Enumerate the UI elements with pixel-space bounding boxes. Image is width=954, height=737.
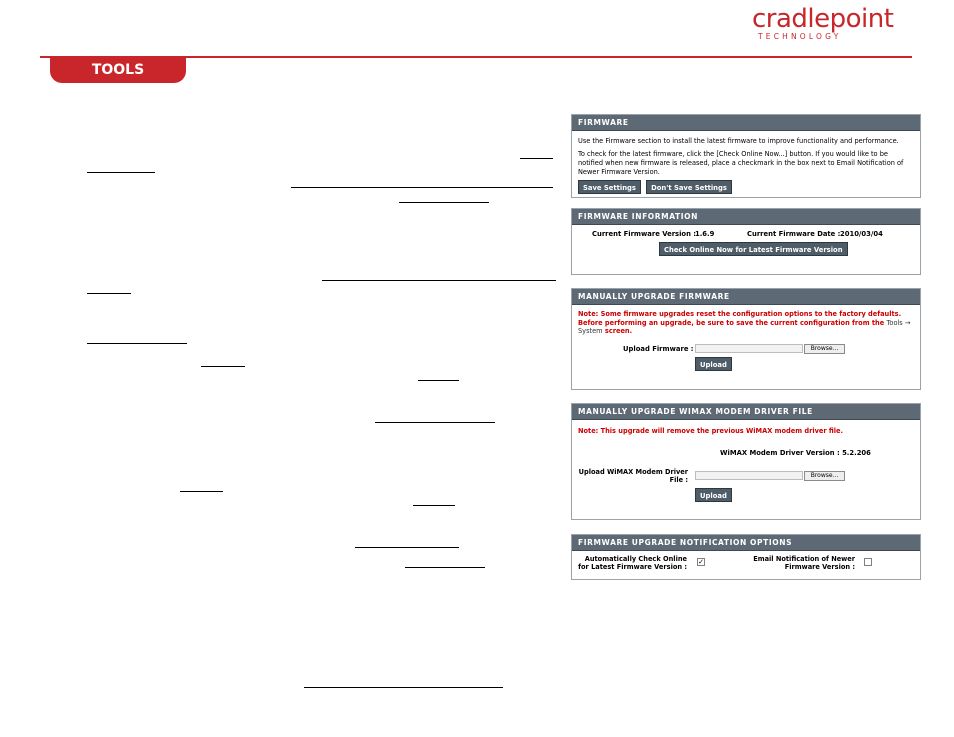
- link-underline: [87, 172, 155, 173]
- link-underline: [399, 202, 489, 203]
- wimax-upgrade-panel: [571, 403, 921, 520]
- wimax-file-input[interactable]: [695, 471, 803, 480]
- link-underline: [405, 567, 485, 568]
- current-version-value: 1.6.9: [695, 230, 715, 238]
- manual-upgrade-note: Note: Some firmware upgrades reset the configuration options to the factory defaults. Before performing an upgrade, be sure to save the current configuration from the Tools → System screen.: [578, 310, 911, 335]
- wimax-upgrade-note: Note: This upgrade will remove the previous WiMAX modem driver file.: [578, 427, 844, 435]
- tools-system-link[interactable]: Tools → System: [578, 318, 911, 335]
- current-date-label: Current Firmware Date :: [747, 230, 841, 238]
- link-underline: [180, 491, 223, 492]
- firmware-check-instructions: To check for the latest firmware, click the [Check Online Now...] button. If you would like to be notified when new firmware is released, place a checkmark in the box next to Email Notification of Newer Firmware Version.: [578, 150, 904, 176]
- link-underline: [291, 187, 553, 188]
- upload-wimax-label: Upload WiMAX Modem Driver File :: [578, 468, 688, 484]
- link-underline: [375, 422, 495, 423]
- save-settings-button[interactable]: Save Settings: [578, 180, 641, 194]
- link-underline: [355, 547, 459, 548]
- firmware-file-input[interactable]: [695, 344, 803, 353]
- upload-wimax-button[interactable]: Upload: [695, 488, 732, 502]
- logo-tagline: TECHNOLOGY: [758, 32, 842, 41]
- link-underline: [201, 366, 245, 367]
- firmware-panel-title: FIRMWARE: [572, 115, 920, 131]
- link-underline: [418, 380, 459, 381]
- browse-wimax-button[interactable]: Browse...: [804, 471, 845, 481]
- link-underline: [413, 505, 455, 506]
- auto-check-label: Automatically Check Online for Latest Firmware Version :: [578, 555, 687, 571]
- manual-upgrade-panel: [571, 288, 921, 390]
- link-underline: [304, 687, 503, 688]
- notification-options-title: FIRMWARE UPGRADE NOTIFICATION OPTIONS: [572, 535, 920, 551]
- link-underline: [322, 280, 556, 281]
- current-version-label: Current Firmware Version :: [592, 230, 697, 238]
- firmware-information-panel: [571, 208, 921, 275]
- current-date-value: 2010/03/04: [840, 230, 883, 238]
- check-online-button[interactable]: Check Online Now for Latest Firmware Version: [659, 242, 848, 256]
- section-tab-tools: TOOLS: [50, 57, 186, 83]
- auto-check-checkbox[interactable]: ✓: [698, 558, 704, 566]
- dont-save-settings-button[interactable]: Don't Save Settings: [646, 180, 732, 194]
- cradlepoint-logo: [752, 6, 902, 42]
- firmware-description: Use the Firmware section to install the latest firmware to improve functionality and performance.: [578, 137, 899, 145]
- link-underline: [520, 158, 553, 159]
- wimax-upgrade-title: MANUALLY UPGRADE WIMAX MODEM DRIVER FILE: [572, 404, 920, 420]
- firmware-information-title: FIRMWARE INFORMATION: [572, 209, 920, 225]
- upload-firmware-label: Upload Firmware :: [623, 345, 694, 353]
- email-notification-label: Email Notification of Newer Firmware Version :: [753, 555, 855, 571]
- firmware-panel: [571, 114, 921, 198]
- logo-wordmark: cradlepoint: [752, 4, 894, 34]
- email-notification-checkbox[interactable]: [864, 558, 872, 566]
- upload-firmware-button[interactable]: Upload: [695, 357, 732, 371]
- wimax-driver-version: WiMAX Modem Driver Version : 5.2.206: [720, 449, 871, 457]
- manual-upgrade-title: MANUALLY UPGRADE FIRMWARE: [572, 289, 920, 305]
- link-underline: [87, 343, 187, 344]
- browse-firmware-button[interactable]: Browse...: [804, 344, 845, 354]
- notification-options-panel: [571, 534, 921, 580]
- link-underline: [87, 293, 131, 294]
